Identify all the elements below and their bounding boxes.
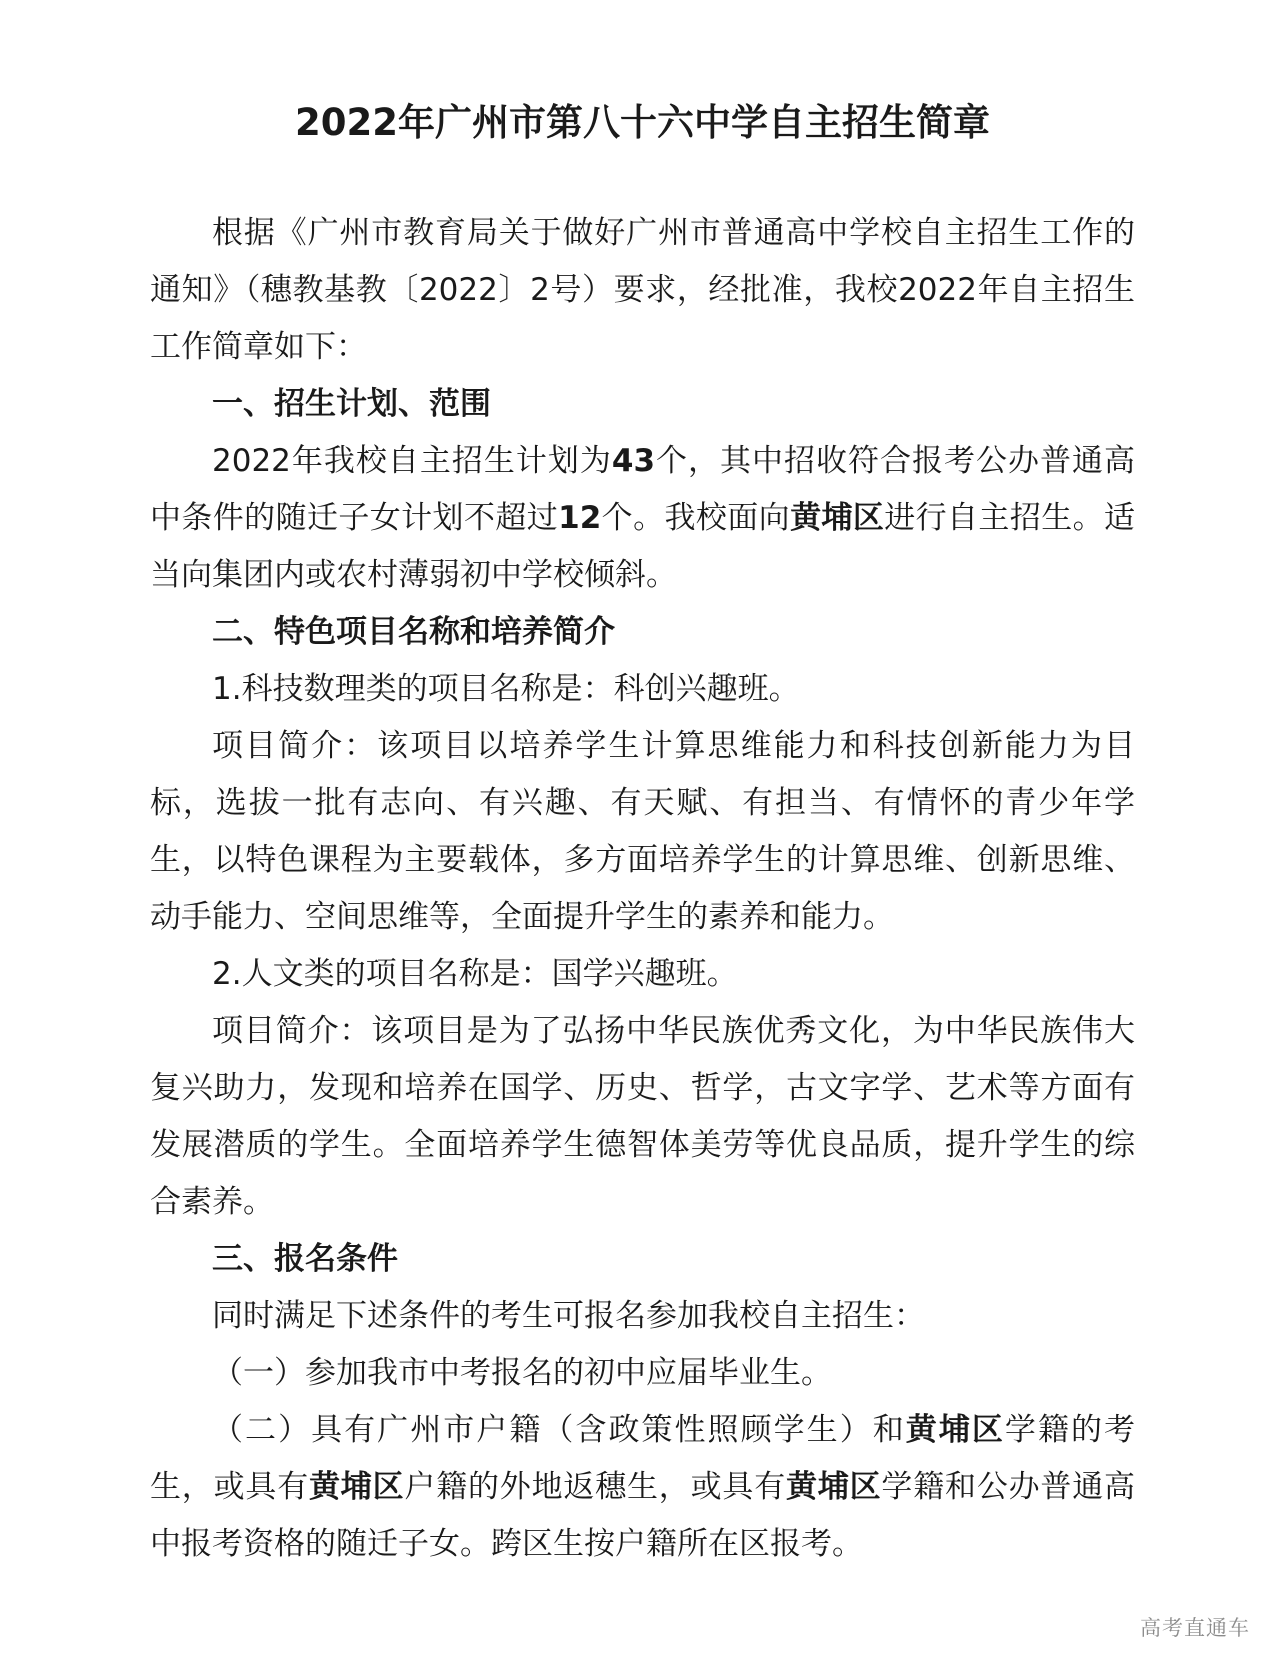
cond2-text-c: 户籍的外地返穗生，或具有 <box>404 1469 787 1505</box>
plan-text-d: 进行自主招生。适当向集团内或农村薄弱初中学校倾斜。 <box>150 500 1136 593</box>
conditions-lead: 同时满足下述条件的考生可报名参加我校自主招生： <box>212 1298 925 1334</box>
plan-text-c: 个。我校面向 <box>601 500 791 536</box>
section-1-heading: 一、招生计划、范围 <box>212 386 491 422</box>
document-title: 2022年广州市第八十六中学自主招生简章 <box>295 101 990 144</box>
plan-total: 43 <box>611 443 656 479</box>
watermark: 高考直通车 <box>1140 1616 1250 1640</box>
plan-district: 黄埔区 <box>790 500 885 536</box>
section-3-heading: 三、报名条件 <box>212 1241 398 1277</box>
condition-1: （一）参加我市中考报名的初中应届毕业生。 <box>212 1355 832 1391</box>
cond2-text-e: 学籍和公办普通高中报考资格的随迁子女。跨区生按户籍所在区报考。 <box>150 1469 1136 1562</box>
plan-text-a: 2022年我校自主招生计划为 <box>212 443 612 479</box>
cond2-district-2: 黄埔区 <box>309 1469 405 1505</box>
project-2-name: 2.人文类的项目名称是：国学兴趣班。 <box>212 956 738 992</box>
document-body <box>150 205 1135 1573</box>
intro-paragraph: 根据《广州市教育局关于做好广州市普通高中学校自主招生工作的通知》（穗教基教〔2022〕2号）要求，经批准，我校2022年自主招生工作简章如下： <box>150 215 1135 365</box>
plan-text-b: 个，其中招收符合报考公办普通高中条件的随迁子女计划不超过 <box>150 443 1135 536</box>
condition-2 <box>150 1402 1135 1573</box>
plan-migrant-quota: 12 <box>558 500 602 536</box>
project-1-description: 项目简介：该项目以培养学生计算思维能力和科技创新能力为目标，选拔一批有志向、有兴趣、有天赋、有担当、有情怀的青少年学生，以特色课程为主要载体，多方面培养学生的计算思维、创新思维、动手能力、空间思维等，全面提升学生的素养和能力。 <box>150 728 1135 935</box>
cond2-district-1: 黄埔区 <box>905 1412 1005 1448</box>
section-2-heading: 二、特色项目名称和培养简介 <box>212 614 615 650</box>
cond2-text-a: （二）具有广州市户籍（含政策性照顾学生）和 <box>212 1412 906 1448</box>
cond2-text-b: 学籍的考生，或具有 <box>150 1412 1136 1505</box>
project-1-name: 1.科技数理类的项目名称是：科创兴趣班。 <box>212 671 800 707</box>
cond2-district-3: 黄埔区 <box>786 1469 882 1505</box>
section-1-paragraph <box>150 433 1135 604</box>
project-2-description: 项目简介：该项目是为了弘扬中华民族优秀文化，为中华民族伟大复兴助力，发现和培养在国学、历史、哲学，古文字学、艺术等方面有发展潜质的学生。全面培养学生德智体美劳等优良品质，提升学生的综合素养。 <box>150 1013 1135 1220</box>
